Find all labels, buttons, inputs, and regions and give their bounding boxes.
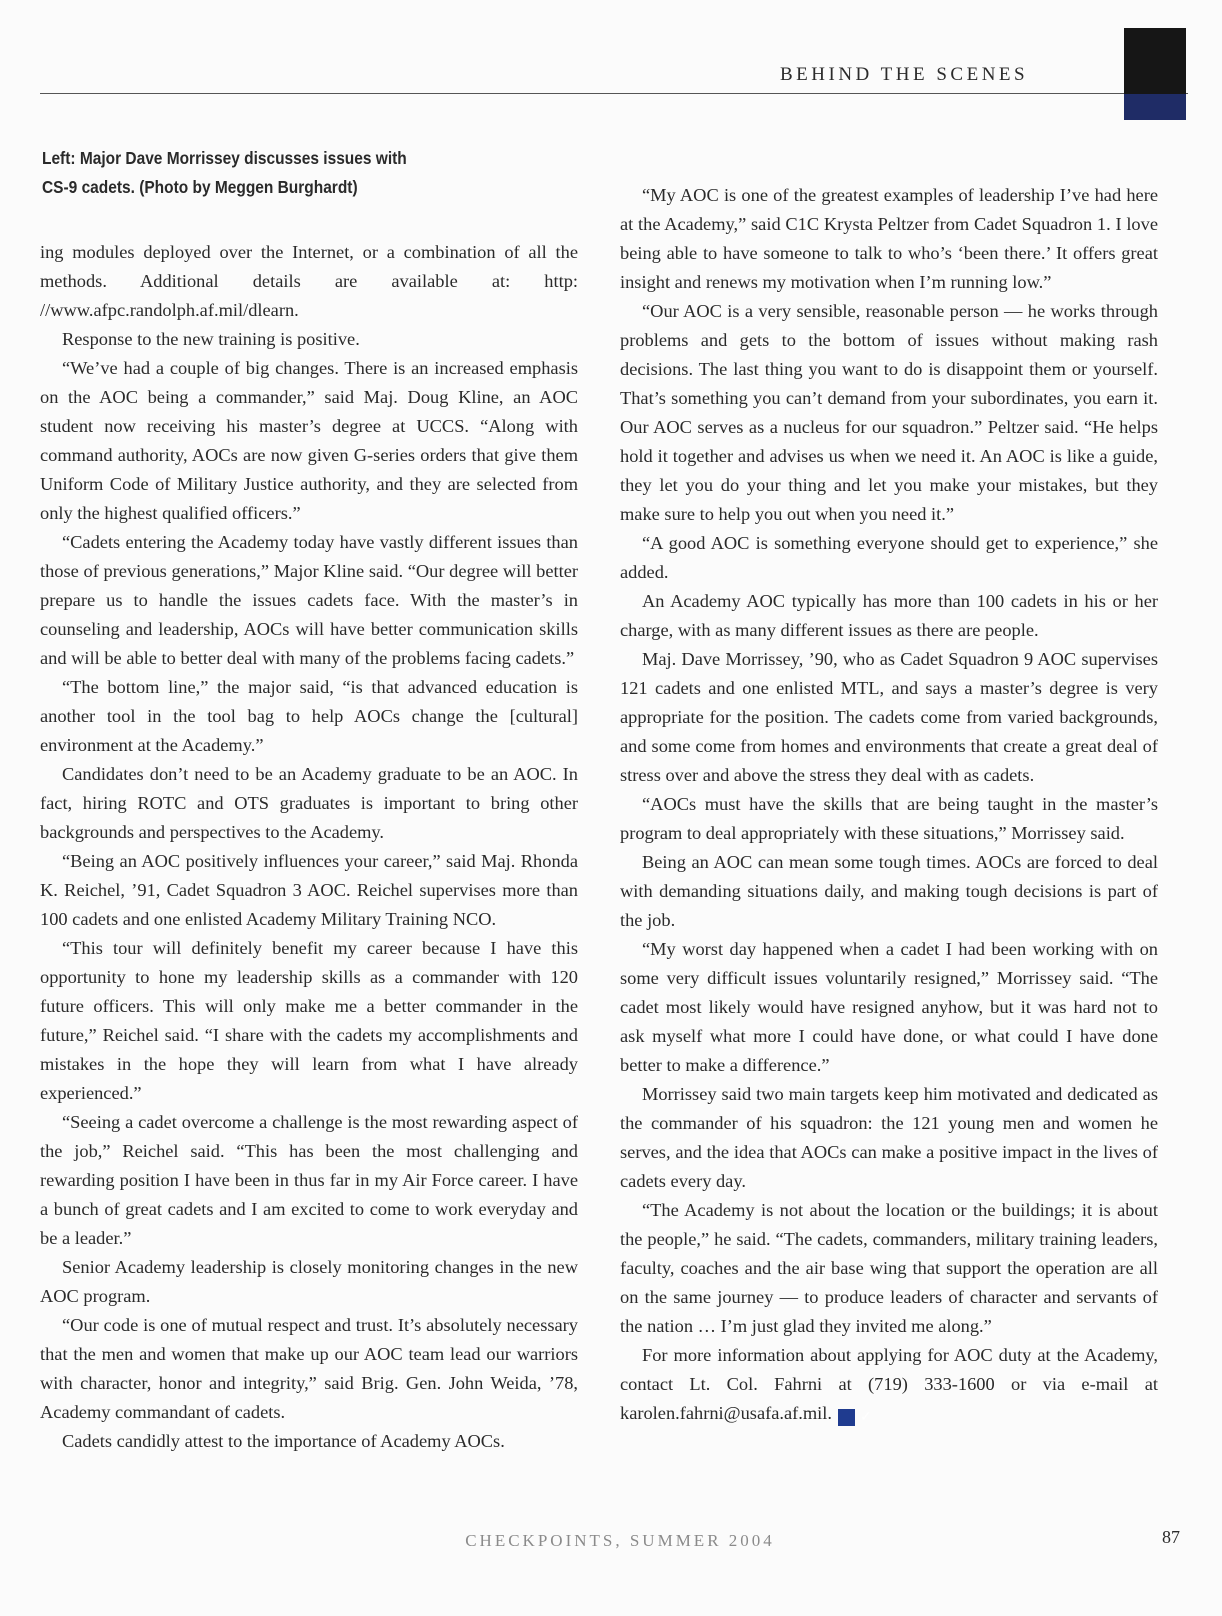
right-paragraph-2: “Our AOC is a very sensible, reasonable person — he works through problems and gets to the bottom of issues without making rash decisions. The last thing you want to do is disappoint them or yourself. That’s something you can’t demand from your subordinates, you earn it. Our AOC serves as a nucleus for our squadron.” Peltzer said. “He helps hold it together and advises us when we need it. An AOC is like a guide, they let you do your thing and let you make your mistakes, but they make sure to help you out when you need it.” — [620, 301, 1158, 524]
right-column — [620, 181, 1158, 1428]
right-paragraph-8: “My worst day happened when a cadet I had been working with on some very difficult issues voluntarily resigned,” Morrissey said. “The cadet most likely would have resigned anyhow, but it was hard not to ask myself what more I could have done, or what could I have done better to make a difference.” — [620, 939, 1158, 1075]
left-paragraph-12: Cadets candidly attest to the importance of Academy AOCs. — [62, 1431, 505, 1451]
photo-caption — [42, 144, 505, 202]
left-paragraph-8: “This tour will definitely benefit my career because I have this opportunity to hone my leadership skills as a commander with 120 future officers. This will only make me a better commander in the future,” Reichel said. “I share with the cadets my accomplishments and mistakes in the hope they will learn from what I have already experienced.” — [40, 938, 578, 1103]
caption-line-2: CS-9 cadets. (Photo by Meggen Burghardt) — [42, 177, 358, 197]
left-paragraph-6: Candidates don’t need to be an Academy graduate to be an AOC. In fact, hiring ROTC and OTS graduates is important to bring other backgrounds and perspectives to the Academy. — [40, 764, 578, 842]
left-paragraph-9: “Seeing a cadet overcome a challenge is the most rewarding aspect of the job,” Reichel said. “This has been the most challenging and rewarding position I have been in thus far in my Air Force career. I have a bunch of great cadets and I am excited to come to work everyday and be a leader.” — [40, 1112, 578, 1248]
left-paragraph-4: “Cadets entering the Academy today have vastly different issues than those of previous generations,” Major Kline said. “Our degree will better prepare us to handle the issues cadets face. With the master’s in counseling and leadership, AOCs will have better communication skills and will be able to better deal with many of the problems facing cadets.” — [40, 532, 578, 668]
header-rule — [40, 93, 1188, 94]
left-paragraph-2: Response to the new training is positive. — [62, 329, 360, 349]
right-paragraph-11 — [620, 1341, 1158, 1428]
right-paragraph-5: Maj. Dave Morrissey, ’90, who as Cadet Squadron 9 AOC supervises 121 cadets and one enlisted MTL, and says a master’s degree is very appropriate for the position. The cadets come from varied backgrounds, and some come from homes and environments that create a great deal of stress over and above the stress they deal with as cadets. — [620, 649, 1158, 785]
right-paragraph-7: Being an AOC can mean some tough times. AOCs are forced to deal with demanding situations daily, and making tough decisions is part of the job. — [620, 852, 1158, 930]
right-paragraph-3: “A good AOC is something everyone should get to experience,” she added. — [620, 533, 1158, 582]
page-number: 87 — [1162, 1527, 1180, 1547]
right-paragraph-1: “My AOC is one of the greatest examples of leadership I’ve had here at the Academy,” said C1C Krysta Peltzer from Cadet Squadron 1. I love being able to have someone to talk to who’s ‘been there.’ It offers great insight and renews my motivation when I’m running low.” — [620, 185, 1158, 292]
closing-paragraph-text: For more information about applying for AOC duty at the Academy, contact Lt. Col. Fahrni at (719) 333-1600 or via e-mail at karolen.fahrni@usafa.af.mil. — [620, 1345, 1158, 1423]
corner-color-band — [1124, 94, 1186, 120]
section-title: BEHIND THE SCENES — [780, 64, 1029, 85]
left-paragraph-10: Senior Academy leadership is closely monitoring changes in the new AOC program. — [40, 1257, 578, 1306]
right-paragraph-9: Morrissey said two main targets keep him motivated and dedicated as the commander of his squadron: the 121 young men and women he serves, and the idea that AOCs can make a positive impact in the lives of cadets every day. — [620, 1084, 1158, 1191]
left-paragraph-3: “We’ve had a couple of big changes. There is an increased emphasis on the AOC being a commander,” said Maj. Doug Kline, an AOC student now receiving his master’s degree at UCCS. “Along with command authority, AOCs are now given G-series orders that give them Uniform Code of Military Justice authority, and they are selected from only the highest qualified officers.” — [40, 358, 578, 523]
caption-line-1: Left: Major Dave Morrissey discusses issues with — [42, 148, 407, 168]
left-paragraph-5: “The bottom line,” the major said, “is that advanced education is another tool in the tool bag to help AOCs change the [cultural] environment at the Academy.” — [40, 677, 578, 755]
corner-color-block — [1124, 28, 1186, 120]
right-paragraph-6: “AOCs must have the skills that are being taught in the master’s program to deal appropriately with these situations,” Morrissey said. — [620, 794, 1158, 843]
right-paragraph-4: An Academy AOC typically has more than 100 cadets in his or her charge, with as many different issues as there are people. — [620, 591, 1158, 640]
footer-publication: CHECKPOINTS, SUMMER 2004 — [465, 1531, 775, 1550]
left-paragraph-11: “Our code is one of mutual respect and trust. It’s absolutely necessary that the men and women that make up our AOC team lead our warriors with character, honor and integrity,” said Brig. Gen. John Weida, ’78, Academy commandant of cadets. — [40, 1315, 578, 1422]
right-paragraph-10: “The Academy is not about the location or the buildings; it is about the people,” he said. “The cadets, commanders, military training leaders, faculty, coaches and the air base wing that support the operation are all on the same journey — to produce leaders of character and servants of the nation … I’m just glad they invited me along.” — [620, 1200, 1158, 1336]
left-paragraph-1: ing modules deployed over the Internet, or a combination of all the methods. Additional details are available at: http: //www.afpc.randolph.af.mil/dlearn. — [40, 242, 578, 320]
end-mark-check-icon: ✓ — [838, 1409, 855, 1426]
left-paragraph-7: “Being an AOC positively influences your career,” said Maj. Rhonda K. Reichel, ’91, Cadet Squadron 3 AOC. Reichel supervises more than 100 cadets and one enlisted Academy Military Training NCO. — [40, 851, 578, 929]
left-column — [40, 238, 578, 1456]
